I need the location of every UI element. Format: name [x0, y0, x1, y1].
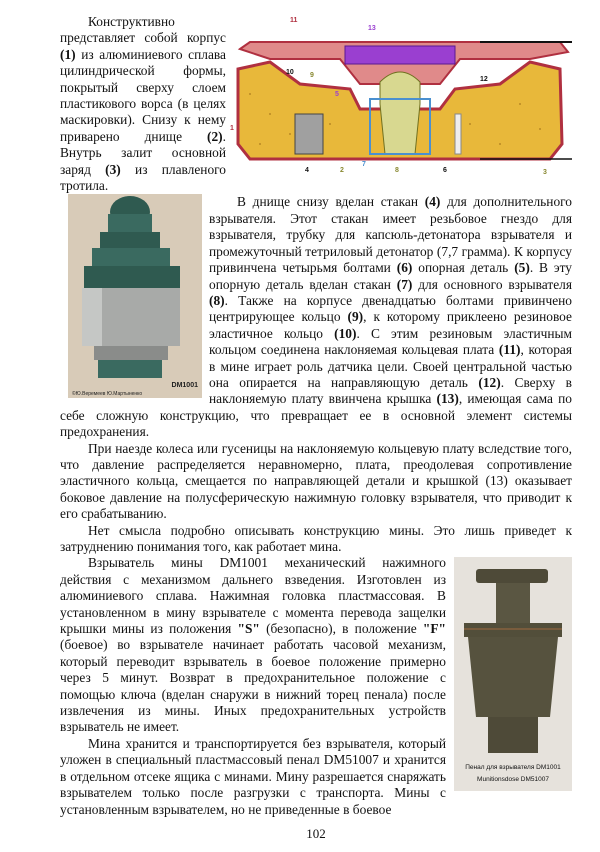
label-1: 1: [230, 125, 234, 132]
label-10: 10: [286, 69, 294, 76]
label-12: 12: [480, 76, 488, 83]
intro-paragraph: Конструктивно представляет собой корпус (1) из алюминиевого сплава цилиндрической формы, покрытый сверху слоем пластикового ворса (в целях маскировки). Снизу к нему приварено днище (2). Внутрь залит основной заряд (3) из плавленого тротила.: [60, 14, 227, 194]
label-4: 4: [305, 167, 309, 174]
paragraph-storage: Мина хранится и транспортируется без взрывателя, который уложен в специальный пластмассовый пенал DM51007 и хранится в отдельном отсеке ящика с минами. Мину разрешается снаряжать взрывателем только после разгрузки с транспорта. Мины с установленным взрывателем, но не приведенные в боевое: [60, 735, 446, 817]
label-8: 8: [395, 167, 399, 174]
photo-caption-line1: Пенал для взрывателя DM1001: [465, 764, 561, 772]
photo-caption-line2: Munitionsdose DM51007: [477, 776, 549, 784]
photo-credit: ©Ю.Веремеев Ю.Мартыненко: [72, 391, 143, 398]
label-11: 11: [290, 17, 298, 24]
paragraph-note: Нет смысла подробно описывать конструкцию мины. Это лишь приведет к затруднению понимания того, как работает мина.: [60, 522, 572, 554]
label-3: 3: [543, 169, 547, 176]
fuze-photo-dm1001: [68, 194, 202, 398]
label-5: 5: [335, 91, 339, 98]
label-7: 7: [362, 161, 366, 168]
paragraph-fuze: Взрыватель мины DM1001 механический нажимного действия с механизмом дальнего взведения. Изготовлен из алюминиевого сплава. Нажимная головка пластмассовая. В установленном в мину взрывателе с момента перевода защелки крышки мины из положения "S" (безопасно), в положение "F" (боевое) во взрывателе начинает работать часовой механизм, который переводит взрыватель в боевое положение примерно через 5 минут. Возврат в предохранительное положение с помощью ключа (вделан снаружи в нижний торец пенала) после извлечения из мины. Иных предохранительных устройств взрыватель не имеет.: [60, 555, 446, 735]
paragraph-operation: При наезде колеса или гусеницы на наклоняемую кольцевую плату вследствие того, что давление распределяется неравномерно, плата, преодолевая сопротивление эластичного кольца, смещается по направляющей детали и крышкой (13) оказывает боковое давление на полусферическую нажимную головку взрывателя, что приводит к его срабатыванию.: [60, 440, 572, 522]
mine-cross-section-diagram: [230, 14, 572, 176]
page-number: 102: [306, 825, 326, 841]
label-13: 13: [368, 25, 376, 32]
label-2: 2: [340, 167, 344, 174]
label-6: 6: [443, 167, 447, 174]
paragraph-construction: В днище снизу вделан стакан (4) для дополнительного взрывателя. Этот стакан имеет резьбовое гнездо для взрывателя, трубку для капсюль-детонатора взрывателя и промежуточный тетриловый детонатор (7,7 грамма). К корпусу привинчена четырьмя болтами (6) опорная деталь (5). В эту опорную деталь вделан стакан (7) для основного взрывателя (8). Также на корпусе двенадцатью болтами привинчено центрирующее кольцо (9), к которому приклеено резиновое эластичное кольцо (10). С этим резиновым эластичным кольцом соединена наклоняемая кольцевая плата (11), которая в мине играет роль датчика цели. Своей центральной частью она опирается на направляющую деталь (12). Сверху в наклоняемую плату ввинчена крышка (13), имеющая сама по себе сложную конструкцию, что превращает ее в основной элемент системы предохранения.: [60, 194, 572, 440]
photo-caption: DM1001: [171, 382, 198, 390]
document-page: [60, 0, 572, 852]
label-9: 9: [310, 72, 314, 79]
fuze-container-photo: [454, 557, 572, 791]
